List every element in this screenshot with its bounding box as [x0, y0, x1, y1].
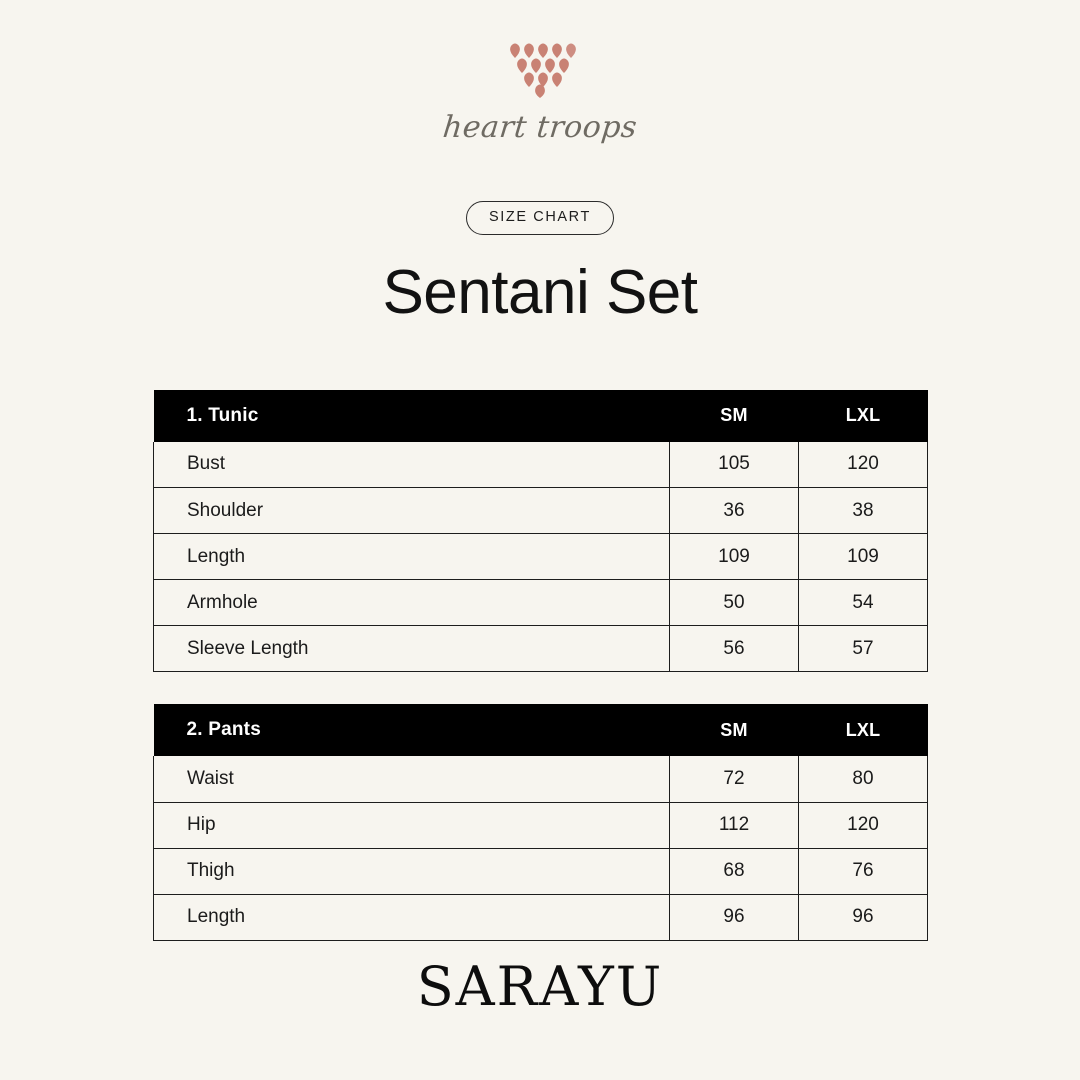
table-row	[154, 756, 928, 802]
measurement-label: Length	[154, 534, 670, 580]
table-header-row	[154, 390, 928, 442]
measurement-value-lxl: 80	[799, 756, 928, 802]
measurement-value-lxl: 54	[799, 580, 928, 626]
measurement-value-lxl: 109	[799, 534, 928, 580]
measurement-label: Thigh	[154, 848, 670, 894]
size-table-pants	[153, 704, 928, 941]
table-row	[154, 894, 928, 940]
table-row	[154, 626, 928, 672]
measurement-value-sm: 68	[670, 848, 799, 894]
measurement-label: Armhole	[154, 580, 670, 626]
table-row	[154, 488, 928, 534]
column-header-sm: SM	[670, 704, 799, 756]
table-header-row	[154, 704, 928, 756]
column-header-lxl: LXL	[799, 390, 928, 442]
measurement-value-sm: 109	[670, 534, 799, 580]
table-row	[154, 848, 928, 894]
page-title: Sentani Set	[382, 257, 698, 327]
table-row	[154, 534, 928, 580]
column-header-sm: SM	[670, 390, 799, 442]
column-header-lxl: LXL	[799, 704, 928, 756]
table-row	[154, 580, 928, 626]
measurement-value-sm: 56	[670, 626, 799, 672]
measurement-value-lxl: 120	[799, 802, 928, 848]
measurement-value-sm: 105	[670, 442, 799, 488]
measurement-value-sm: 112	[670, 802, 799, 848]
size-table-tunic	[153, 390, 928, 673]
size-tables	[153, 390, 927, 941]
measurement-value-lxl: 38	[799, 488, 928, 534]
measurement-label: Sleeve Length	[154, 626, 670, 672]
footer	[0, 955, 1080, 1018]
measurement-value-lxl: 57	[799, 626, 928, 672]
footer-logo: SARAYU	[416, 955, 664, 1018]
table-section-label: 2. Pants	[154, 704, 670, 756]
measurement-value-sm: 72	[670, 756, 799, 802]
measurement-value-sm: 36	[670, 488, 799, 534]
measurement-value-lxl: 120	[799, 442, 928, 488]
measurement-label: Shoulder	[154, 488, 670, 534]
measurement-label: Hip	[154, 802, 670, 848]
table-row	[154, 802, 928, 848]
measurement-value-sm: 96	[670, 894, 799, 940]
heart-petal-cluster-icon	[503, 42, 577, 98]
status-badge: SIZE CHART	[466, 201, 614, 235]
measurement-value-lxl: 96	[799, 894, 928, 940]
table-section-label: 1. Tunic	[154, 390, 670, 442]
brand-name: heart troops	[441, 110, 639, 145]
measurement-label: Bust	[154, 442, 670, 488]
measurement-label: Waist	[154, 756, 670, 802]
measurement-value-lxl: 76	[799, 848, 928, 894]
measurement-label: Length	[154, 894, 670, 940]
table-row	[154, 442, 928, 488]
brand-header	[443, 42, 637, 145]
measurement-value-sm: 50	[670, 580, 799, 626]
